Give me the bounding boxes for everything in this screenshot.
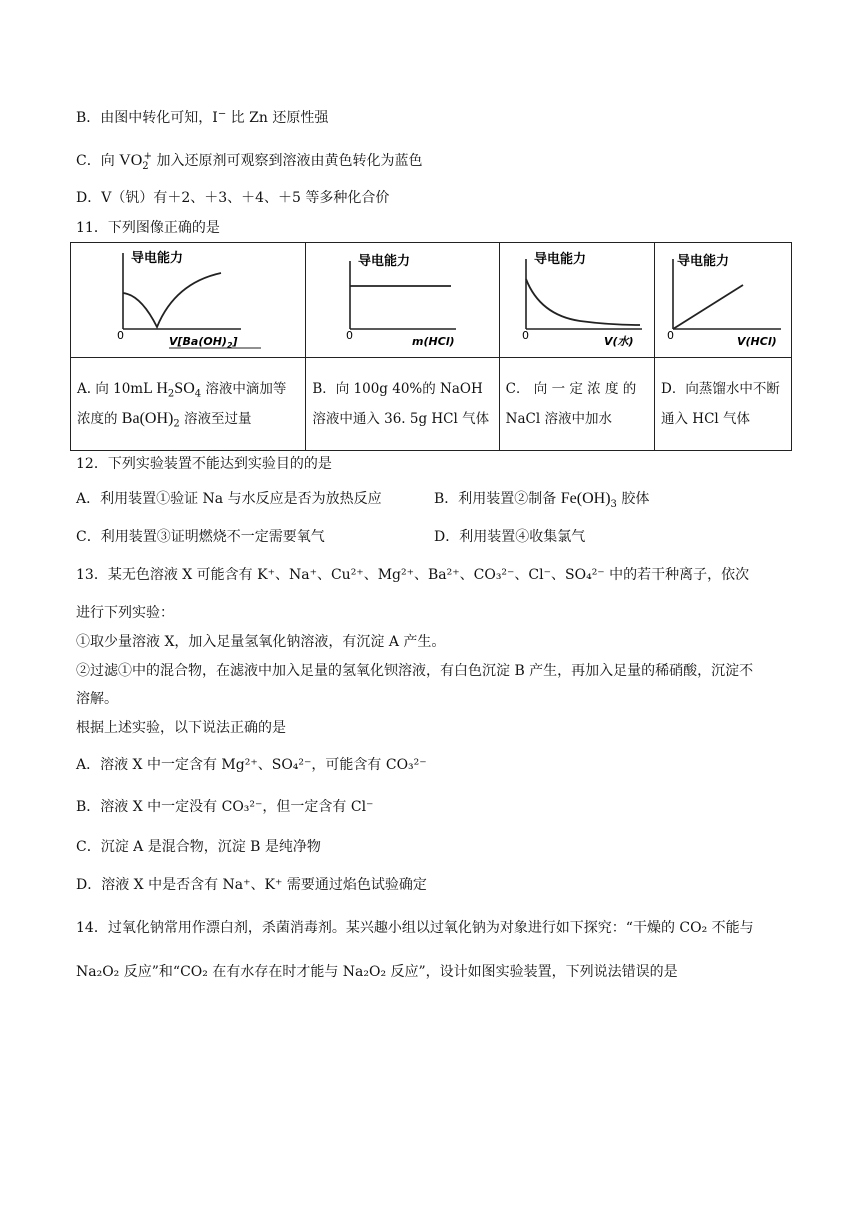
q10-option-d: D．V（钒）有＋2、＋3、＋4、＋5 等多种化合价 <box>76 190 390 206</box>
curve-d <box>673 285 743 329</box>
q13-lead: 根据上述实验，以下说法正确的是 <box>76 720 286 736</box>
y-axis-label: 导电能力 <box>358 254 411 269</box>
q13-option-a: A．溶液 X 中一定含有 Mg²⁺、SO₄²⁻，可能含有 CO₃²⁻ <box>76 757 427 773</box>
q14-line-2: Na₂O₂ 反应”和“CO₂ 在有水存在时才能与 Na₂O₂ 反应”，设计如图实验装置，下列说法错误的是 <box>76 964 678 980</box>
y-axis-label: 导电能力 <box>677 254 730 269</box>
curve-a <box>123 273 221 327</box>
graph-c <box>500 243 654 353</box>
graph-d <box>655 243 791 353</box>
q13-step-1: ①取少量溶液 X，加入足量氢氧化钠溶液，有沉淀 A 产生。 <box>76 634 446 650</box>
x-axis-label: m(HCl) <box>412 335 455 348</box>
q10-option-c: C．向 $VO_2^+$ 加入还原剂可观察到溶液由黄色转化为蓝色 <box>76 151 423 172</box>
caption-a: A. 向 10mL $H_2SO_4$ 溶液中滴加等浓度的 $Ba(OH)_2$ 溶液至过量 <box>71 358 306 451</box>
q13-option-d: D．溶液 X 中是否含有 Na⁺、K⁺ 需要通过焰色试验确定 <box>76 877 427 893</box>
x-axis-label: $V[Ba(OH)_2]$ <box>169 335 238 350</box>
q13-option-c: C．沉淀 A 是混合物，沉淀 B 是纯净物 <box>76 839 321 855</box>
q13-step-2b: 溶解。 <box>76 691 118 707</box>
graph-a-cell <box>71 243 306 358</box>
q12-option-b: B．利用装置②制备 $Fe(OH)_3$ 胶体 <box>434 490 650 510</box>
q11-stem: 11．下列图像正确的是 <box>76 220 220 236</box>
curve-c <box>526 279 640 325</box>
origin-label: 0 <box>521 329 529 342</box>
graph-b-cell <box>306 243 499 358</box>
origin-label: 0 <box>117 329 124 342</box>
graph-b <box>306 243 498 353</box>
x-axis-label: V(水) <box>603 335 634 348</box>
y-axis-label: 导电能力 <box>533 252 586 267</box>
q12-option-a: A．利用装置①验证 Na 与水反应是否为放热反应 <box>76 491 382 507</box>
caption-d: D．向蒸馏水中不断通入 HCl 气体 <box>655 358 792 451</box>
graph-c-cell <box>499 243 654 358</box>
q12-option-c: C．利用装置③证明燃烧不一定需要氧气 <box>76 529 325 545</box>
graph-d-cell <box>655 243 792 358</box>
q14-line-1: 14．过氧化钠常用作漂白剂，杀菌消毒剂。某兴趣小组以过氧化钠为对象进行如下探究：“干燥的 CO₂ 不能与 <box>76 920 754 936</box>
q13-option-b: B．溶液 X 中一定没有 CO₃²⁻，但一定含有 Cl⁻ <box>76 799 374 815</box>
q12-option-d: D．利用装置④收集氯气 <box>434 529 586 545</box>
q13-stem-1: 13．某无色溶液 X 可能含有 K⁺、Na⁺、Cu²⁺、Mg²⁺、Ba²⁺、CO₃²⁻、Cl⁻、SO₄²⁻ 中的若干种离子，依次 <box>76 567 750 583</box>
caption-b: B．向 100g 40%的 NaOH 溶液中通入 36. 5g HCl 气体 <box>306 358 499 451</box>
q13-stem-2: 进行下列实验： <box>76 605 174 621</box>
y-axis-label: 导电能力 <box>131 251 184 266</box>
q11-table <box>70 242 792 451</box>
q10-option-b: B．由图中转化可知，I− 比 Zn 还原性强 <box>76 108 329 126</box>
x-axis-label: V(HCl) <box>737 335 777 348</box>
graph-a <box>71 243 305 353</box>
q13-step-2a: ②过滤①中的混合物，在滤液中加入足量的氢氧化钡溶液，有白色沉淀 B 产生，再加入足量的稀硝酸，沉淀不 <box>76 663 754 679</box>
q12-stem: 12．下列实验装置不能达到实验目的的是 <box>76 456 332 472</box>
origin-label: 0 <box>667 329 674 342</box>
origin-label: 0 <box>346 329 354 342</box>
caption-c: C． 向 一 定 浓 度 的 NaCl 溶液中加水 <box>499 358 654 451</box>
